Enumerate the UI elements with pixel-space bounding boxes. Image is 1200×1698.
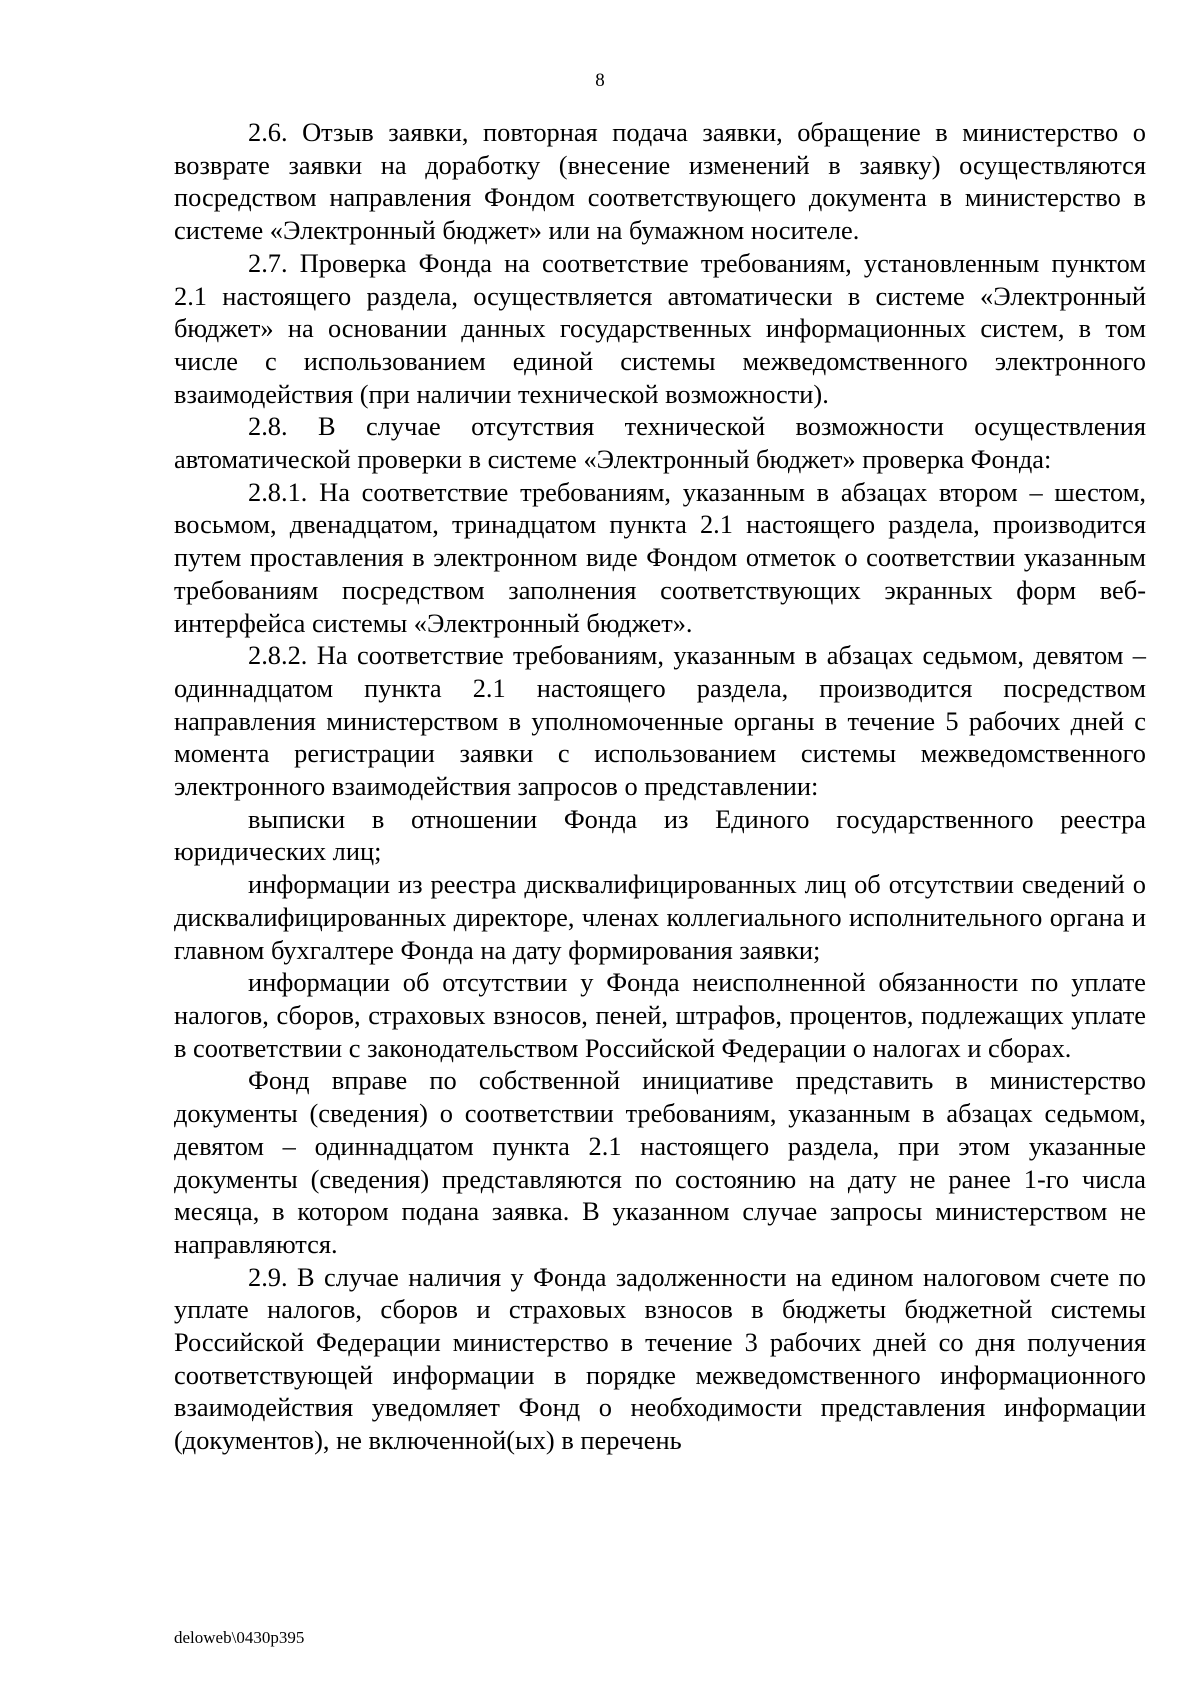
paragraph-2-8: 2.8. В случае отсутствия технической возможности осуществления автоматической проверки в системе «Электронный бюджет» проверка Фонда:: [174, 411, 1146, 475]
list-item-tax-obligations: информации об отсутствии у Фонда неисполненной обязанности по уплате налогов, сборов, страховых взносов, пеней, штрафов, процентов, подлежащих уплате в соответствии с законодательством Российской Федерации о налогах и сборах.: [174, 967, 1146, 1063]
document-body: [174, 116, 1146, 1457]
document-code: deloweb\0430p395: [174, 1628, 305, 1647]
paragraph-2-9: 2.9. В случае наличия у Фонда задолженности на едином налоговом счете по уплате налогов, сборов и страховых взносов в бюджеты бюджетной системы Российской Федерации министерство в течение 3 рабочих дней со дня получения соответствующей информации в порядке межведомственного информационного взаимодействия уведомляет Фонд о необходимости представления информации (документов), не включенной(ых) в перечень: [174, 1261, 1146, 1456]
paragraph-fund-initiative: Фонд вправе по собственной инициативе представить в министерство документы (сведения) о соответствии требованиям, указанным в абзацах седьмом, девятом – одиннадцатом пункта 2.1 настоящего раздела, при этом указанные документы (сведения) представляются по состоянию на дату не ранее 1-го числа месяца, в котором подана заявка. В указанном случае запросы министерством не направляются.: [174, 1065, 1146, 1259]
page-number: 8: [595, 70, 605, 91]
list-item-disqualified-registry: информации из реестра дисквалифицированных лиц об отсутствии сведений о дисквалифицированных директоре, членах коллегиального исполнительного органа и главном бухгалтере Фонда на дату формирования заявки;: [174, 869, 1146, 965]
paragraph-2-8-2: 2.8.2. На соответствие требованиям, указанным в абзацах седьмом, девятом – одиннадцатом пункта 2.1 настоящего раздела, производится посредством направления министерством в уполномоченные органы в течение 5 рабочих дней с момента регистрации заявки с использованием системы межведомственного электронного взаимодействия запросов о представлении:: [174, 640, 1146, 802]
list-item-egrul-extract: выписки в отношении Фонда из Единого государственного реестра юридических лиц;: [174, 803, 1146, 867]
paragraph-2-7: 2.7. Проверка Фонда на соответствие требованиям, установленным пунктом 2.1 настоящего раздела, осуществляется автоматически в системе «Электронный бюджет» на основании данных государственных информационных систем, в том числе с использованием единой системы межведомственного электронного взаимодействия (при наличии технической возможности).: [174, 247, 1146, 409]
paragraph-2-6: 2.6. Отзыв заявки, повторная подача заявки, обращение в министерство о возврате заявки на доработку (внесение изменений в заявку) осуществляются посредством направления Фондом соответствующего документа в министерство в системе «Электронный бюджет» или на бумажном носителе.: [174, 117, 1146, 246]
paragraph-2-8-1: 2.8.1. На соответствие требованиям, указанным в абзацах втором – шестом, восьмом, двенадцатом, тринадцатом пункта 2.1 настоящего раздела, производится путем проставления в электронном виде Фондом отметок о соответствии указанным требованиям посредством заполнения соответствующих экранных форм веб-интерфейса системы «Электронный бюджет».: [174, 476, 1146, 638]
